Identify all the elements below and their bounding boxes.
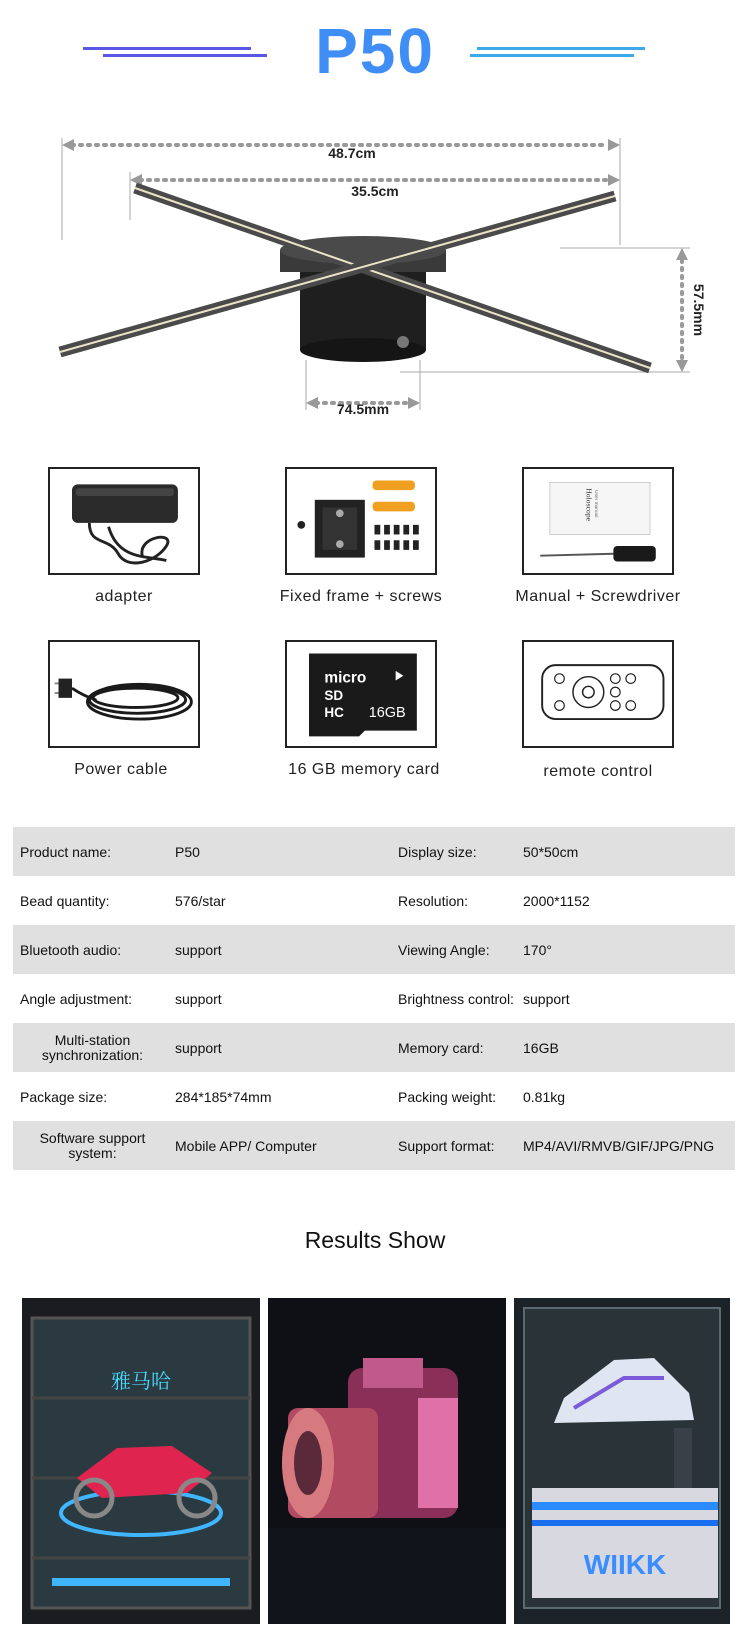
remote-control-card <box>522 640 674 748</box>
dimension-width-blade: 35.5cm <box>351 183 399 199</box>
spec-label: Package size: <box>20 1088 108 1105</box>
spec-label: Support format: <box>398 1137 495 1154</box>
spec-label: Display size: <box>398 843 477 860</box>
spec-label: Packing weight: <box>398 1088 497 1105</box>
dimension-height: 57.5mm <box>691 283 707 337</box>
spec-row <box>13 876 735 925</box>
card-brand: micro <box>324 669 367 687</box>
spec-row <box>13 974 735 1023</box>
memory-card-icon <box>287 642 435 746</box>
photo1-text: 雅马哈 <box>111 1369 171 1393</box>
spec-row <box>13 827 735 876</box>
card-sd: SD <box>324 687 344 703</box>
page-title: P50 <box>315 15 435 87</box>
result-photo-motorcycle <box>22 1298 260 1624</box>
power-adapter-icon <box>50 469 198 573</box>
spec-value: 0.81kg <box>523 1088 566 1105</box>
spec-value: 2000*1152 <box>523 892 590 909</box>
spec-value: support <box>175 1039 222 1056</box>
spec-label: Memory card: <box>398 1039 484 1056</box>
manual-title: Holoscope <box>584 488 594 522</box>
spec-table <box>13 827 735 1170</box>
header-line-right-2 <box>470 54 634 57</box>
spec-value: Mobile APP/ Computer <box>175 1137 317 1154</box>
spec-row <box>13 925 735 974</box>
accessory-label-power-cable: Power cable <box>74 761 168 778</box>
remote-control-icon <box>524 642 672 746</box>
spec-label: Software support system: <box>39 1129 146 1161</box>
spec-row <box>13 1121 735 1170</box>
manual-screwdriver-icon <box>524 469 672 573</box>
accessory-label-remote-control: remote control <box>543 763 653 780</box>
photo3-text: WIIKK <box>583 1549 667 1580</box>
spec-value: P50 <box>175 843 200 860</box>
spec-label: Viewing Angle: <box>398 941 490 958</box>
dimension-width-total: 48.7cm <box>328 145 376 161</box>
result-photo-camera <box>268 1298 506 1624</box>
frame-screws-card <box>285 467 437 575</box>
fan-dimension-diagram <box>0 120 750 440</box>
spec-row <box>13 1072 735 1121</box>
frame-screws-icon <box>287 469 435 573</box>
card-capacity: 16GB <box>368 705 406 722</box>
accessory-label-adapter: adapter <box>95 588 153 605</box>
spec-value: support <box>175 990 222 1007</box>
result-photo-shoe <box>514 1298 730 1624</box>
spec-label: Brightness control: <box>398 990 514 1007</box>
accessory-label-frame-screws: Fixed frame + screws <box>279 588 443 605</box>
card-hc: HC <box>324 705 344 721</box>
memory-card-card <box>285 640 437 748</box>
accessory-label-memory-card: 16 GB memory card <box>288 761 440 778</box>
power-cable-icon <box>50 642 198 746</box>
adapter-card <box>48 467 200 575</box>
spec-label: Angle adjustment: <box>20 990 133 1007</box>
spec-value: MP4/AVI/RMVB/GIF/JPG/PNG <box>523 1137 715 1154</box>
spec-label: Resolution: <box>398 892 469 909</box>
results-title: Results Show <box>304 1227 446 1253</box>
power-cable-card <box>48 640 200 748</box>
spec-value: 50*50cm <box>523 843 579 860</box>
spec-label: Bluetooth audio: <box>20 941 122 958</box>
spec-row <box>13 1023 735 1072</box>
manual-subtitle: User manual <box>593 490 599 518</box>
spec-label: Multi-station synchronization: <box>41 1031 144 1063</box>
spec-label: Bead quantity: <box>20 892 110 909</box>
spec-value: 16GB <box>523 1039 559 1056</box>
header-line-right-1 <box>477 47 645 50</box>
spec-value: 170° <box>523 941 552 958</box>
spec-label: Product name: <box>20 843 112 860</box>
dimension-base: 74.5mm <box>336 401 390 417</box>
spec-value: 576/star <box>175 892 226 909</box>
manual-screwdriver-card <box>522 467 674 575</box>
accessory-label-manual-screwdriver: Manual + Screwdriver <box>515 588 681 605</box>
spec-value: support <box>175 941 222 958</box>
spec-value: 284*185*74mm <box>175 1088 272 1105</box>
spec-value: support <box>523 990 570 1007</box>
